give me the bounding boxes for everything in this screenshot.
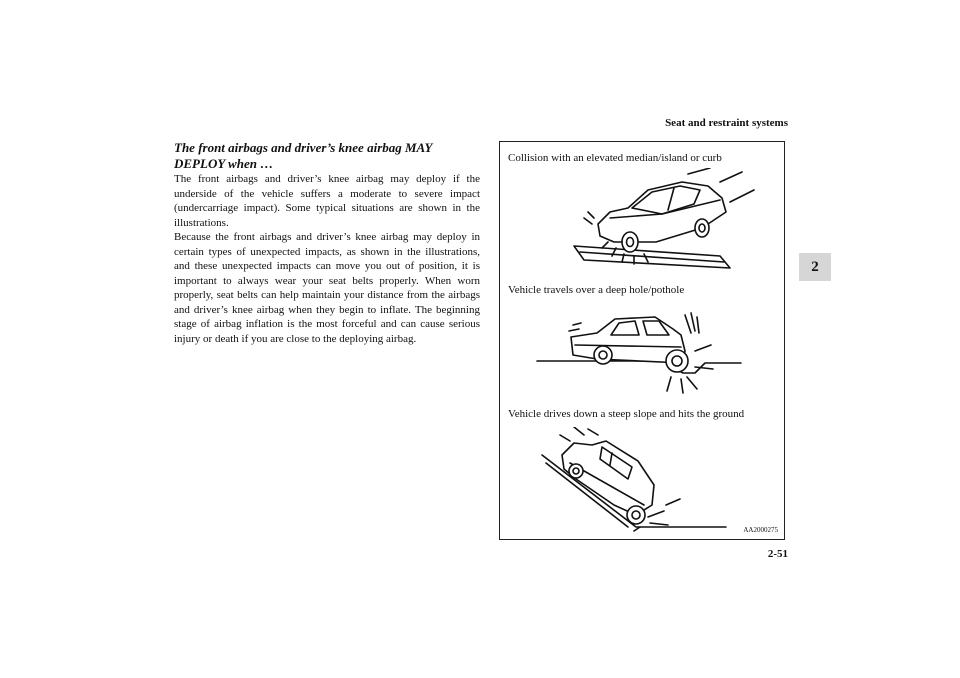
car-down-slope-icon (540, 427, 740, 532)
car-in-pothole-icon (535, 307, 755, 397)
page-header-title: Seat and restraint systems (665, 117, 788, 129)
caption-pothole: Vehicle travels over a deep hole/pothole (508, 284, 685, 296)
caption-steep-slope: Vehicle drives down a steep slope and hits the ground (508, 408, 745, 420)
page-number: 2-51 (767, 548, 788, 560)
section-heading: The front airbags and driver’s knee airbag MAY DEPLOY when … (174, 140, 432, 171)
illustration-panel (499, 141, 785, 540)
caption-curb-collision: Collision with an elevated median/island or curb (508, 152, 722, 164)
figure-code: AA2000275 (743, 526, 778, 534)
body-paragraph-1: The front airbags and driver’s knee airbag may deploy if the underside of the vehicle suffers a moderate to severe impact (undercarriage impact). Some typical situations are shown in the illustrations. (174, 173, 480, 229)
chapter-tab (799, 253, 831, 281)
car-hitting-curb-icon (570, 168, 760, 280)
body-paragraph-2: Because the front airbags and driver’s knee airbag may deploy in certain types of unexpected impacts, as shown in the illustrations, and these unexpected impacts can move you out of position, it is important to always wear your seat belts properly. When worn properly, seat belts can help maintain your distance from the airbags and driver’s knee airbag when they begin to inflate. The beginning stage of airbag inflation is the most forceful and can cause serious injury or death if you are close to the deploying airbag. (174, 231, 480, 345)
chapter-number: 2 (811, 258, 819, 275)
